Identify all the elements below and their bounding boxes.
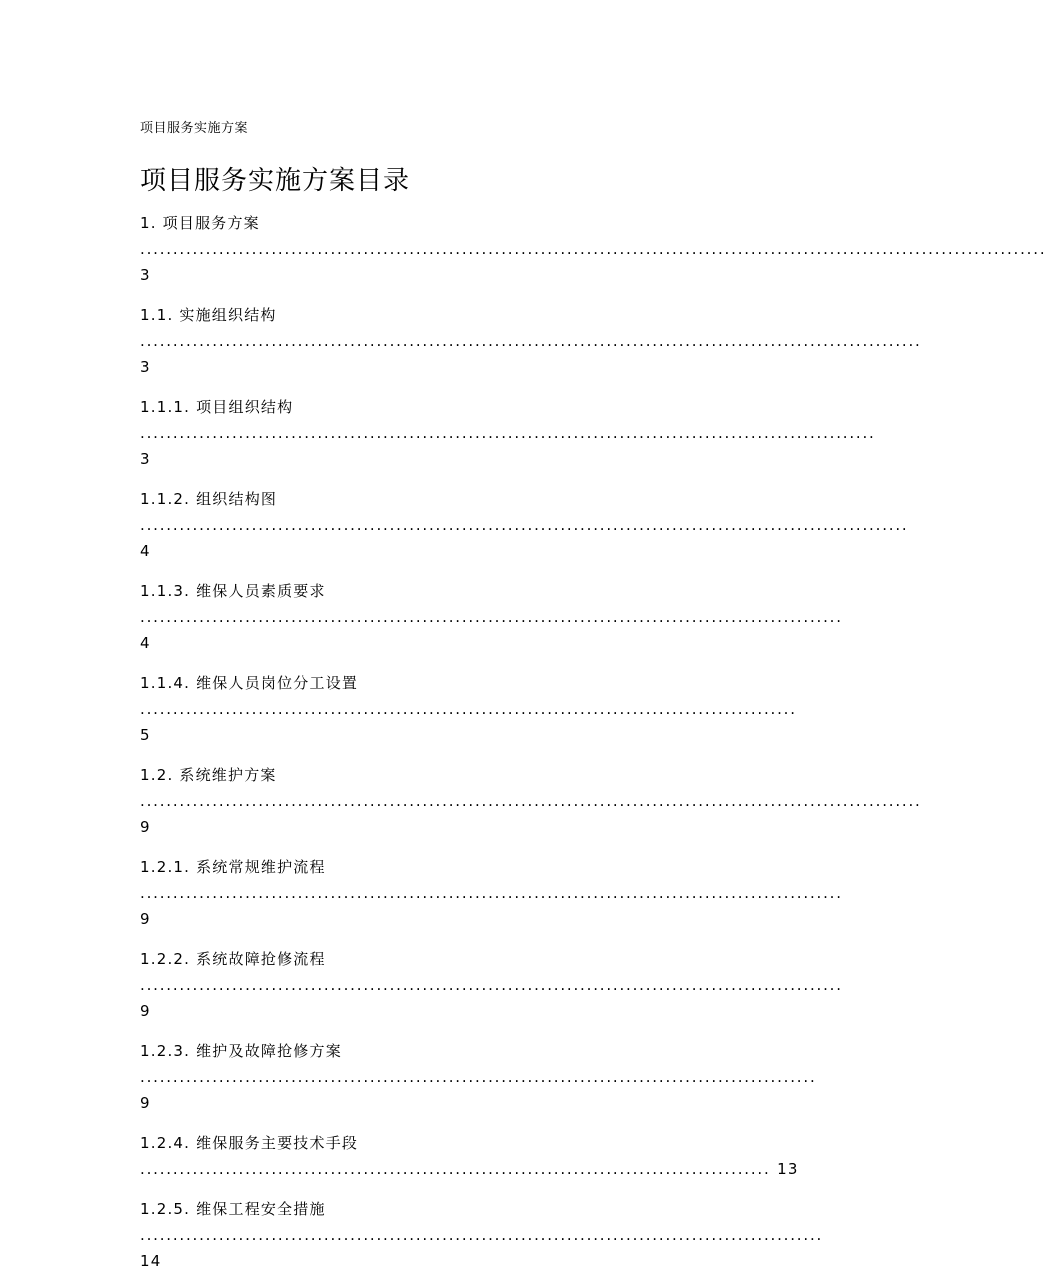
toc-dot-leader: ..................................................................................................................... (140, 516, 909, 534)
toc-entry[interactable] (140, 210, 1046, 288)
toc-entry[interactable] (140, 1038, 817, 1116)
toc-entry-heading[interactable]: 1.1.1. 项目组织结构 (140, 398, 294, 416)
toc-entry-heading[interactable]: 1.1.2. 组织结构图 (140, 490, 278, 508)
toc-entry-page-number[interactable]: 4 (140, 542, 151, 560)
toc-dot-leader: .......................................................................................................................................... (140, 240, 1046, 258)
toc-entry[interactable] (140, 486, 909, 564)
toc-entry-heading[interactable]: 1.2.1. 系统常规维护流程 (140, 858, 326, 876)
toc-entry-page-number[interactable]: 9 (140, 910, 151, 928)
toc-entry-heading[interactable]: 1.2. 系统维护方案 (140, 766, 277, 784)
toc-entry-leader (140, 328, 922, 380)
toc-entry-heading[interactable]: 1.1.4. 维保人员岗位分工设置 (140, 674, 359, 692)
toc-entry-page-number[interactable]: 9 (140, 818, 151, 836)
toc-entry-heading[interactable]: 1.1.3. 维保人员素质要求 (140, 582, 326, 600)
toc-entry-leader (140, 1222, 824, 1274)
toc-entry[interactable] (140, 302, 922, 380)
toc-entry[interactable] (140, 854, 843, 932)
toc-entry-leader (140, 788, 922, 840)
toc-entry-page-number[interactable]: 9 (140, 1094, 151, 1112)
toc-entry-page-number[interactable]: 4 (140, 634, 151, 652)
toc-dot-leader: ....................................................................................................... (140, 1068, 817, 1086)
toc-entry-heading[interactable]: 1.2.4. 维保服务主要技术手段 (140, 1134, 359, 1152)
toc-entry-leader (140, 972, 843, 1024)
toc-dot-leader: ........................................................................................................... (140, 884, 843, 902)
toc-dot-leader: ....................................................................................................................... (140, 792, 922, 810)
toc-entry[interactable] (140, 762, 922, 840)
toc-dot-leader: .................................................................................................... (140, 700, 797, 718)
toc-entry-leader (140, 1064, 817, 1116)
toc-entry-heading[interactable]: 1.1. 实施组织结构 (140, 306, 277, 324)
toc-entry-page-number[interactable]: 3 (140, 358, 151, 376)
toc-entry-leader (140, 696, 810, 748)
toc-entry[interactable] (140, 1196, 824, 1274)
toc-entry-page-number[interactable]: 13 (777, 1160, 799, 1178)
toc-dot-leader: ........................................................................................................ (140, 1226, 824, 1244)
toc-entry-heading[interactable]: 1.2.3. 维护及故障抢修方案 (140, 1042, 342, 1060)
toc-entry-leader (140, 604, 843, 656)
toc-entry-page-number[interactable]: 14 (140, 1252, 162, 1270)
toc-entry[interactable] (140, 670, 810, 748)
toc-entry-page-number[interactable]: 3 (140, 450, 151, 468)
toc-dot-leader: ................................................................................................ (140, 1160, 771, 1178)
toc-dot-leader: ........................................................................................................... (140, 608, 843, 626)
toc-entry-page-number[interactable]: 3 (140, 266, 151, 284)
toc-title: 项目服务实施方案目录 (140, 166, 411, 196)
toc-entry-leader (140, 236, 1046, 288)
toc-entry-leader (140, 1156, 810, 1182)
toc-list (140, 210, 1046, 1288)
toc-entry-leader (140, 512, 909, 564)
toc-entry[interactable] (140, 394, 876, 472)
running-header: 项目服务实施方案 (140, 121, 249, 136)
toc-dot-leader: ................................................................................................................ (140, 424, 876, 442)
toc-entry-heading[interactable]: 1.2.5. 维保工程安全措施 (140, 1200, 326, 1218)
toc-entry[interactable] (140, 1130, 810, 1182)
toc-entry[interactable] (140, 946, 843, 1024)
toc-entry-heading[interactable]: 1.2.2. 系统故障抢修流程 (140, 950, 326, 968)
toc-entry[interactable] (140, 578, 843, 656)
toc-entry-page-number[interactable]: 5 (140, 726, 151, 744)
toc-entry-page-number[interactable]: 9 (140, 1002, 151, 1020)
toc-entry-heading[interactable]: 1. 项目服务方案 (140, 214, 260, 232)
toc-dot-leader: ........................................................................................................... (140, 976, 843, 994)
toc-entry-leader (140, 420, 876, 472)
toc-entry-leader (140, 880, 843, 932)
toc-dot-leader: ....................................................................................................................... (140, 332, 922, 350)
